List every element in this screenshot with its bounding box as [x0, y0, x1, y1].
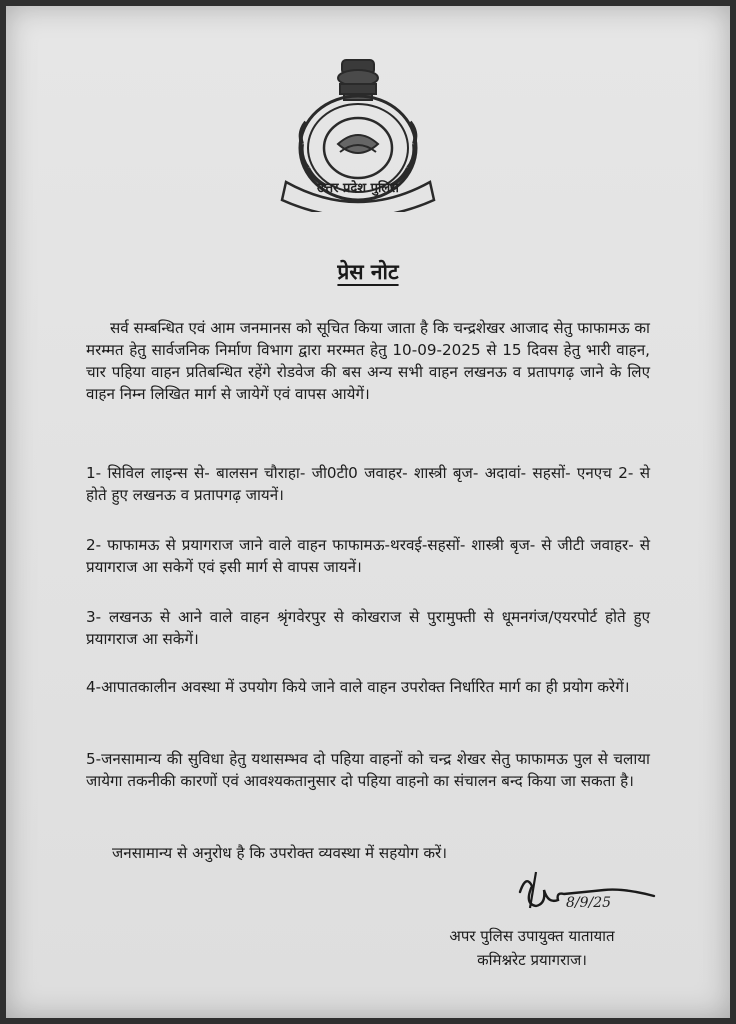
signature-icon: [512, 862, 662, 922]
route-point-4: 4-आपातकालीन अवस्था में उपयोग किये जाने वाले वाहन उपरोक्त निर्धारित मार्ग का ही प्रयोग करेगें।: [86, 678, 630, 696]
intro-paragraph: सर्व सम्बन्धित एवं आम जनमानस को सूचित किया जाता है कि चन्द्रशेखर आजाद सेतु फाफामऊ का मरम्मत हेतु सार्वजनिक निर्माण विभाग द्वारा मरम्मत हेतु 10-09-2025 से 15 दिवस हेतु भारी वाहन, चार पहिया वाहन प्रतिबन्धित रहेंगे रोडवेज की बस अन्य सभी वाहन लखनऊ व प्रतापगढ़ जाने के लिए वाहन निम्न लिखित मार्ग से जायेगें एवं वापस आयेगें।: [86, 319, 650, 403]
route-point-1: 1- सिविल लाइन्स से- बालसन चौराहा- जी0टी0 जवाहर- शास्त्री बृज- अदावां- सहसों- एनएच 2- से होते हुए लखनऊ व प्रतापगढ़ जायनें।: [86, 464, 650, 504]
closing-request: जनसामान्य से अनुरोध है कि उपरोक्त व्यवस्था में सहयोग करें।: [112, 844, 448, 862]
route-point-5: 5-जनसामान्य की सुविधा हेतु यथासम्भव दो पहिया वाहनों को चन्द्र शेखर सेतु फाफामऊ पुल से चलाया जायेगा तकनीकी कारणों एवं आवश्यकतानुसार दो पहिया वाहनो का संचालन बन्द किया जा सकता है।: [86, 750, 650, 790]
route-point-3: 3- लखनऊ से आने वाले वाहन श्रृंगवेरपुर से कोखराज से पुरामुफ्ती से धूमनगंज/एयरपोर्ट होते हुए प्रयागराज आ सकेगें।: [86, 608, 650, 648]
route-point-2: 2- फाफामऊ से प्रयागराज जाने वाले वाहन फाफामऊ-थरवई-सहसों- शास्त्री बृज- से जीटी जवाहर- से प्रयागराज आ सकेगें एवं इसी मार्ग से वापस जायनें।: [86, 536, 650, 576]
page-title: प्रेस नोट: [337, 260, 399, 284]
emblem-ribbon-text: उत्तर प्रदेश पुलिस: [317, 181, 399, 196]
designation-line-1: अपर पुलिस उपायुक्त यातायात: [449, 927, 615, 945]
signature-date: 8/9/25: [566, 895, 612, 911]
officer-designation: [412, 924, 652, 972]
designation-line-2: कमिश्नरेट प्रयागराज।: [477, 951, 587, 969]
